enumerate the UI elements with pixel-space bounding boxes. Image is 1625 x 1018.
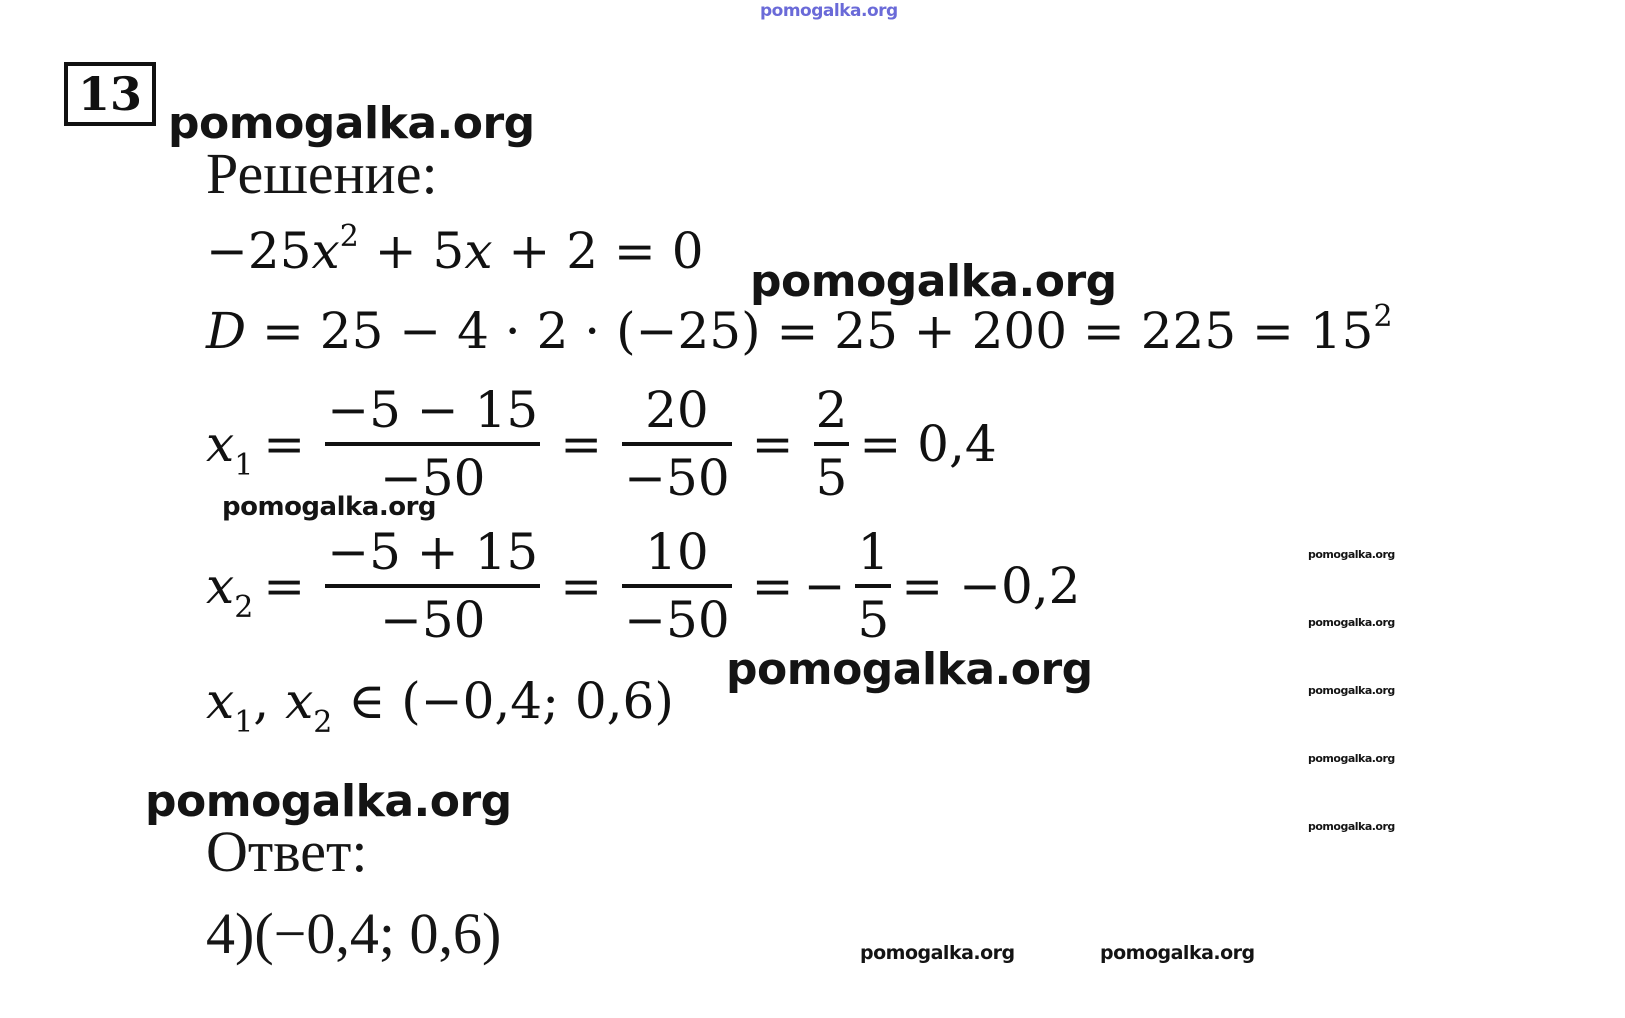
x2-fraction-1: $\frac{-5 + 15}{-50}$ — [327, 523, 539, 649]
answer-heading: Ответ: — [206, 819, 368, 884]
watermark: pomogalka.org — [145, 776, 512, 827]
watermark-top: pomogalka.org — [760, 1, 898, 21]
watermark: pomogalka.org — [1100, 942, 1255, 964]
watermark: pomogalka.org — [1308, 820, 1395, 833]
watermark: pomogalka.org — [1308, 616, 1395, 629]
x1-fraction-3: $\frac{2}{5}$ — [815, 381, 848, 507]
watermark: pomogalka.org — [1308, 752, 1395, 765]
roots-interval-line: $x_1$, $x_2$ ∈ (−0,4; 0,6) — [206, 672, 674, 740]
watermark: pomogalka.org — [860, 942, 1015, 964]
x1-fraction-2: $\frac{20}{-50}$ — [624, 381, 730, 507]
problem-number: 13 — [77, 67, 142, 121]
watermark: pomogalka.org — [222, 492, 437, 522]
watermark: pomogalka.org — [168, 98, 535, 149]
x1-fraction-1: $\frac{-5 - 15}{-50}$ — [327, 381, 539, 507]
watermark: pomogalka.org — [1308, 548, 1395, 561]
watermark: pomogalka.org — [750, 256, 1117, 307]
solution-heading: Решение: — [206, 141, 438, 206]
answer-value: 4)(−0,4; 0,6) — [206, 901, 502, 966]
watermark: pomogalka.org — [1308, 684, 1395, 697]
x2-fraction-3: $\frac{1}{5}$ — [857, 523, 890, 649]
discriminant-line: $D = 25 - 4 \cdot 2 \cdot (-25) = 25 + 200 = 225 = 15^2$ — [206, 299, 1393, 360]
problem-number-box — [64, 62, 156, 126]
quadratic-equation: $-25x^2 + 5x + 2 = 0$ — [206, 219, 704, 280]
watermark: pomogalka.org — [726, 644, 1093, 695]
x2-line: $x_2$ = $\frac{-5 + 15}{-50}$ = $\frac{10}{-50}$ = − $\frac{1}{5}$ = −0,2 — [206, 520, 1080, 652]
x1-line: $x_1$ = $\frac{-5 - 15}{-50}$ = $\frac{20}{-50}$ = $\frac{2}{5}$ = 0,4 — [206, 378, 997, 510]
x2-fraction-2: $\frac{10}{-50}$ — [624, 523, 730, 649]
